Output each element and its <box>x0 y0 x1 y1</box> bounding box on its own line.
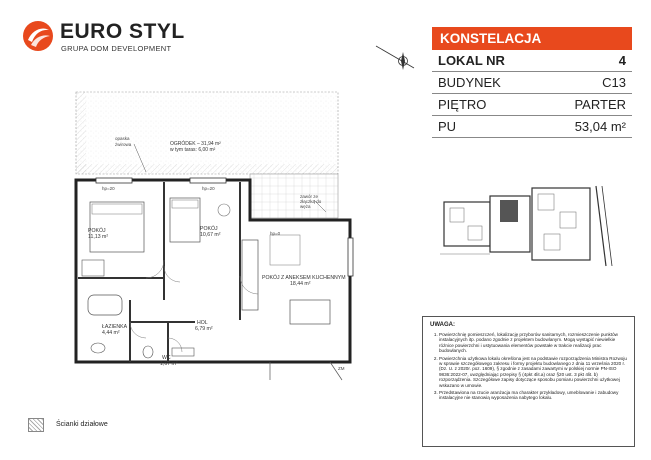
meter-mark: ZM <box>338 366 345 371</box>
notes-title: UWAGA: <box>430 322 455 328</box>
north-arrow-icon <box>372 38 418 76</box>
note-item: 2. Powierzchnia użytkowa lokalu określona jest na podstawie rozporządzenia Ministra Rozwoju w sprawie szczegółowego zakresu i formy projektu budowlanego z dnia 11 września 2020 r. (Dz. U. z 2020r. poz. 1609), § zgodnie z zasadami zawartymi w polskiej normie PN-ISO 9836:2022-07, uwzględniając przepisy § (4pkt 4lit.a) oraz §20 ust. 3 pkt 4lit. b) rozporządzenia. Szczegółowe zapisy dotyczące sposobu pomiaru powierzchni użytkowej wskazano w umowie. <box>439 356 630 388</box>
info-label: PIĘTRO <box>438 97 487 112</box>
gravel-label-2: żwirowa <box>115 142 132 147</box>
room-name: POKÓJ <box>88 228 106 234</box>
key-plan <box>440 182 616 268</box>
sill-height-mark: hp=0 <box>270 231 281 236</box>
sill-height-mark: hp=20 <box>102 186 115 191</box>
info-label: PU <box>438 119 457 134</box>
info-value: PARTER <box>574 97 626 112</box>
valve-label: zawór ze <box>300 194 319 199</box>
valve-label-3: węża <box>300 204 311 209</box>
garden-label: OGRÓDEK – 31,94 m² <box>170 141 221 147</box>
room-name: HOL <box>197 320 208 326</box>
valve-label-2: złączką do <box>300 199 322 204</box>
room-area: 6,79 m² <box>195 326 213 332</box>
info-row-unit <box>432 50 632 72</box>
room-area: 4,44 m² <box>102 330 120 336</box>
note-item: 1. Powierzchnię pomieszczeń, lokalizację przyborów sanitarnych, rozmieszczenie punktów instalacyjnych itp. podano zgodnie z projektem budowlanym. Mogą wystąpić niewielkie różnice powierzchni i ustytuowania elementów powstałe w trakcie realizacji prac budowlanych. <box>439 332 630 354</box>
brand-logo-mark <box>22 20 54 52</box>
notes-list <box>430 332 630 403</box>
gravel-label: opaska <box>115 136 130 141</box>
info-row-building <box>432 72 632 94</box>
partition-wall-swatch <box>28 418 44 432</box>
room-area: 18,44 m² <box>290 281 311 287</box>
room-name: WC <box>162 355 171 361</box>
brand-name: EURO STYL <box>60 20 185 43</box>
info-row-area <box>432 116 632 138</box>
room-area: 11,13 m² <box>88 234 109 240</box>
brand-tagline: GRUPA DOM DEVELOPMENT <box>61 44 172 53</box>
info-value: 4 <box>618 53 626 68</box>
info-value: C13 <box>602 75 626 90</box>
room-name: POKÓJ <box>200 226 218 232</box>
garden-sub-label: w tym taras: 6,00 m² <box>170 147 216 153</box>
info-label: LOKAL NR <box>438 53 505 68</box>
room-name: ŁAZIENKA <box>102 324 128 330</box>
room-area: 1,67 m² <box>160 361 178 367</box>
sill-height-mark: hp=20 <box>202 186 215 191</box>
room-name: POKÓJ Z ANEKSEM KUCHENNYM <box>262 275 346 281</box>
investment-name: KONSTELACJA <box>432 27 632 50</box>
room-area: 10,67 m² <box>200 232 221 238</box>
info-value: 53,04 m² <box>574 119 626 134</box>
note-item: 3. Przedstawiona na rzucie aranżacja ma charakter przykładowy, umeblowanie i zabudowy instalacyjne nie stanowią wyposażenia nabytego lokalu. <box>439 390 630 401</box>
info-row-floor <box>432 94 632 116</box>
floor-plan <box>30 90 370 390</box>
legend-label: Ścianki działowe <box>56 421 108 428</box>
info-label: BUDYNEK <box>438 75 501 90</box>
